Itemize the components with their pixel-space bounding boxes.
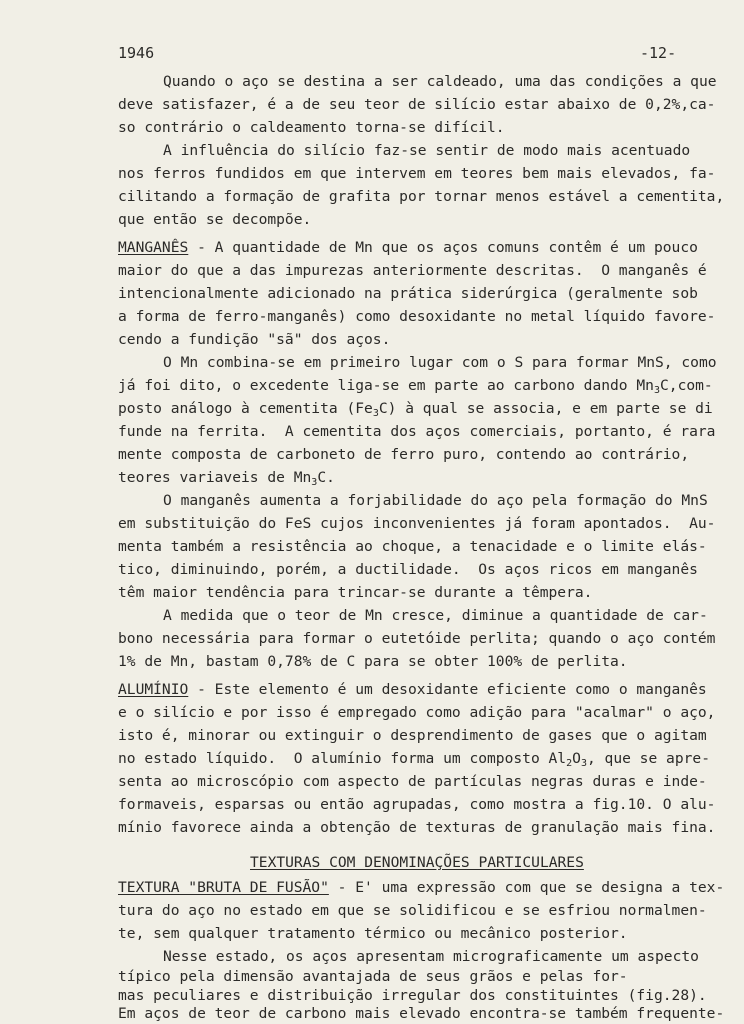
text-line: 1% de Mn, bastam 0,78% de C para se obter 100% de perlita. [118,653,628,670]
text-fragment: no estado líquido. O alumínio forma um composto Al [118,750,567,767]
text-line: típico pela dimensão avantajada de seus grãos e pelas for- [118,968,628,985]
manganes-heading: MANGANÊS [118,239,189,256]
text-line: isto é, minorar ou extinguir o desprendimento de gases que o agitam [118,727,707,744]
subscript: 3 [580,758,587,769]
section-aluminio-first-line [118,680,718,699]
text-line: te, sem qualquer tratamento térmico ou mecânico posterior. [118,925,628,942]
text-line: O Mn combina-se em primeiro lugar com o S para formar MnS, como [163,354,717,371]
text-line: A medida que o teor de Mn cresce, diminue a quantidade de car- [163,607,708,624]
text-line: so contrário o caldeamento torna-se difícil. [118,119,505,136]
text-line: Quando o aço se destina a ser caldeado, uma das condições a que [163,73,717,90]
text-line: em substituição do FeS cujos inconvenientes já foram apontados. Au- [118,515,716,532]
text-fragment: - E' uma expressão com que se designa a tex- [328,879,725,896]
page-number: -12- [640,44,677,62]
text-line: tura do aço no estado em que se solidificou e se esfriou normalmen- [118,902,707,919]
text-fragment: posto análogo à cementita (Fe [118,400,373,417]
subscript: 3 [653,385,660,396]
subscript: 3 [372,408,379,419]
subscript: 3 [311,477,318,488]
text-line: cilitando a formação de grafita por tornar menos estável a cementita, [118,188,725,205]
text-fragment: - A quantidade de Mn que os aços comuns contêm é um pouco [188,239,698,256]
text-line: têm maior tendência para trincar-se durante a têmpera. [118,584,593,601]
text-line: mas peculiares e distribuição irregular dos constituintes (fig.28). [118,987,707,1004]
text-line: O manganês aumenta a forjabilidade do aço pela formação do MnS [163,492,708,509]
text-line: funde na ferrita. A cementita dos aços comerciais, portanto, é rara [118,423,716,440]
text-line: Nesse estado, os aços apresentam micrograficamente um aspecto [163,948,699,965]
text-line: menta também a resistência ao choque, a tenacidade e o limite elás- [118,538,707,555]
text-line: que então se decompõe. [118,211,312,228]
text-line: intencionalmente adicionado na prática siderúrgica (geralmente sob [118,285,698,302]
textura-heading: TEXTURA "BRUTA DE FUSÃO" [118,879,329,896]
text-line: mínio favorece ainda a obtenção de texturas de granulação mais fina. [118,819,716,836]
text-line: Em aços de teor de carbono mais elevado encontra-se também frequente- [118,1005,725,1022]
document-year: 1946 [118,44,155,62]
text-line: nos ferros fundidos em que intervem em teores bem mais elevados, fa- [118,165,716,182]
text-fragment: - Este elemento é um desoxidante eficiente como o manganês [188,681,707,698]
text-line: A influência do silício faz-se sentir de modo mais acentuado [163,142,691,159]
section-manganes-first-line [118,238,718,257]
text-line: a forma de ferro-manganês) como desoxidante no metal líquido favore- [118,308,716,325]
text-line: formaveis, esparsas ou então agrupadas, como mostra a fig.10. O alu- [118,796,716,813]
text-fragment: C,com- [660,377,713,394]
text-line [118,376,718,395]
text-fragment: já foi dito, o excedente liga-se em parte ao carbono dando Mn [118,377,654,394]
text-fragment: O [572,750,581,767]
text-line: mente composta de carboneto de ferro puro, contendo ao contrário, [118,446,690,463]
text-line [118,399,718,418]
text-line: cendo a fundição "sã" dos aços. [118,331,391,348]
text-line: senta ao microscópio com aspecto de partículas negras duras e inde- [118,773,707,790]
text-line: tico, diminuindo, porém, a ductilidade. Os aços ricos em manganês [118,561,698,578]
section-title [250,853,744,872]
text-fragment: C) à qual se associa, e em parte se di [378,400,713,417]
text-line [118,468,718,487]
text-line: maior do que a das impurezas anteriormente descritas. O manganês é [118,262,707,279]
text-line: e o silício e por isso é empregado como adição para "acalmar" o aço, [118,704,716,721]
section-title-text: TEXTURAS COM DENOMINAÇÕES PARTICULARES [250,854,584,871]
text-fragment: C. [317,469,335,486]
aluminio-heading: ALUMÍNIO [118,681,189,698]
text-fragment: , que se apre- [586,750,710,767]
text-line: bono necessária para formar o eutetóide perlita; quando o aço contém [118,630,716,647]
section-textura-first-line [118,878,725,897]
text-line [118,749,718,768]
subscript: 2 [566,758,573,769]
text-fragment: teores variaveis de Mn [118,469,312,486]
text-line: deve satisfazer, é a de seu teor de silício estar abaixo de 0,2%,ca- [118,96,716,113]
